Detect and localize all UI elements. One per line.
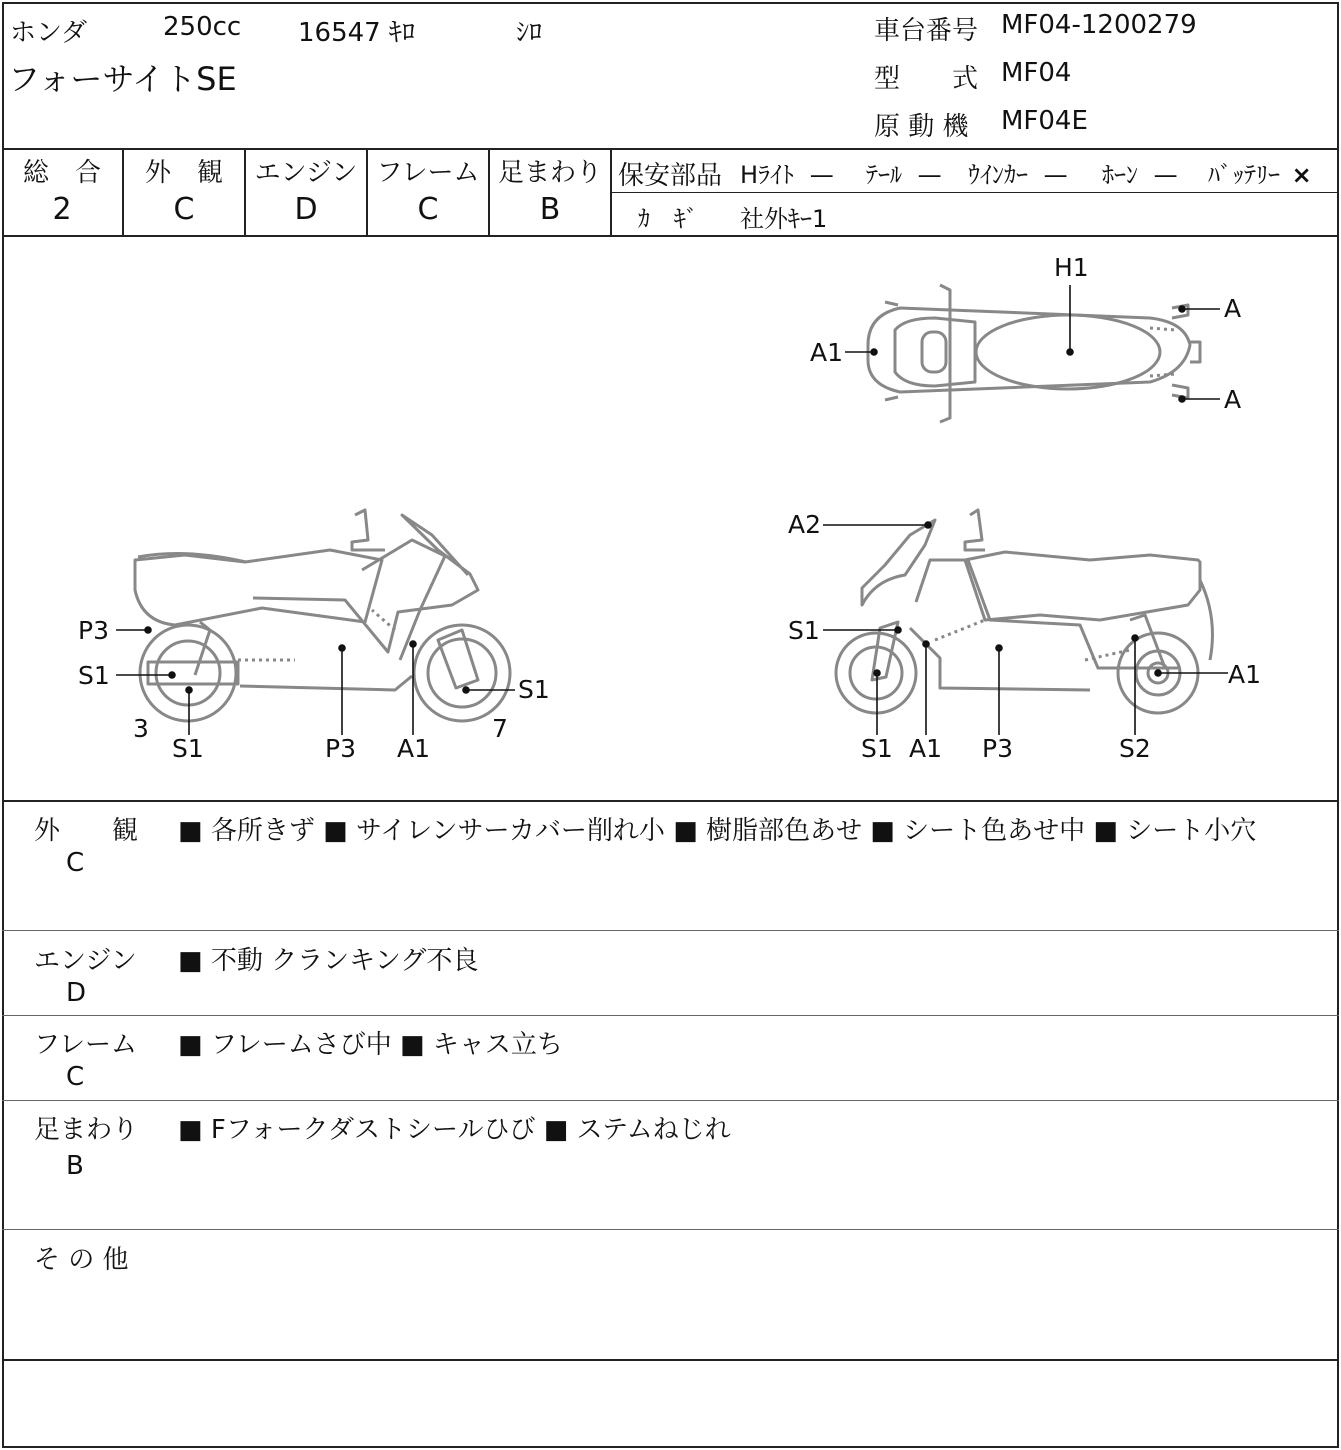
top-view-scooter xyxy=(868,285,1200,422)
key-value: 社外ｷｰ1 xyxy=(740,205,828,233)
label-right-p3-bottom: P3 xyxy=(982,734,1013,763)
label-right-a2: A2 xyxy=(788,510,822,539)
row-divider-2 xyxy=(2,1015,1339,1016)
row-divider-4 xyxy=(2,1229,1339,1230)
label-top-a1: A1 xyxy=(810,338,844,367)
label-top-a-lower: A xyxy=(1224,385,1242,414)
safety-winker-name: ｳｲﾝｶｰ xyxy=(968,161,1028,189)
grade-label-overall: 総 合 xyxy=(22,158,101,188)
detail-suspension-category: 足まわり xyxy=(34,1115,139,1145)
label-left-s1-left: S1 xyxy=(78,661,110,690)
safety-headlight-name: Hﾗｲﾄ xyxy=(740,161,795,189)
type-value: MF04 xyxy=(1001,58,1072,88)
safety-tail xyxy=(866,155,942,190)
label-right-s2-bottom: S2 xyxy=(1119,734,1151,763)
body-color: ｼﾛ xyxy=(516,18,543,48)
grades-divider xyxy=(2,235,1339,237)
right-side-scooter xyxy=(836,510,1212,713)
safety-winker xyxy=(968,155,1068,190)
detail-engine-text: ■ 不動 クランキング不良 xyxy=(178,946,479,976)
detail-engine-category: エンジン xyxy=(34,946,137,976)
outer-bottom-border xyxy=(2,1446,1339,1448)
key-label: ｶ ｷﾞ xyxy=(638,205,698,233)
detail-frame-category: フレーム xyxy=(34,1030,137,1060)
row-divider-3 xyxy=(2,1100,1339,1101)
detail-frame-grade: C xyxy=(66,1062,85,1092)
label-left-s1-bottom: S1 xyxy=(172,734,204,763)
safety-horn xyxy=(1102,155,1178,190)
safety-horn-name: ﾎｰﾝ xyxy=(1102,161,1138,189)
label-left-number-7: 7 xyxy=(492,714,508,743)
label-left-a1-bottom: A1 xyxy=(397,734,431,763)
diagram-divider xyxy=(2,800,1339,802)
safety-label: 保安部品 xyxy=(618,161,723,191)
grade-value-engine: D xyxy=(294,192,318,227)
label-left-number-3: 3 xyxy=(133,714,149,743)
label-left-p3-bottom: P3 xyxy=(325,734,356,763)
engine-value: MF04E xyxy=(1001,106,1088,136)
detail-appearance-text: ■ 各所きず ■ サイレンサーカバー削れ小 ■ 樹脂部色あせ ■ シート色あせ中 ■ シート小穴 xyxy=(178,816,1257,846)
label-right-a1-right: A1 xyxy=(1228,660,1262,689)
safety-battery-status: × xyxy=(1291,161,1312,189)
label-top-h1: H1 xyxy=(1054,253,1089,282)
type-label: 型 式 xyxy=(874,64,979,94)
header-divider xyxy=(2,148,1339,150)
grade-value-frame: C xyxy=(417,192,439,227)
safety-headlight xyxy=(740,155,834,190)
outer-right-border xyxy=(1337,2,1339,1448)
safety-tail-status: — xyxy=(917,161,942,189)
maker: ホンダ xyxy=(10,18,87,48)
footer-divider xyxy=(2,1359,1339,1361)
label-left-p3-top: P3 xyxy=(78,616,109,645)
safety-battery xyxy=(1208,155,1312,190)
safety-battery-name: ﾊﾞｯﾃﾘｰ xyxy=(1208,161,1280,189)
label-right-a1-bottom: A1 xyxy=(909,734,943,763)
grade-value-appearance: C xyxy=(173,192,195,227)
grade-label-engine: エンジン xyxy=(254,158,358,188)
row-divider-1 xyxy=(2,930,1339,931)
engine-label: 原 動 機 xyxy=(874,112,969,142)
model-name: フォーサイトSE xyxy=(8,60,237,98)
label-top-a-upper: A xyxy=(1224,294,1242,323)
safety-headlight-status: — xyxy=(809,161,834,189)
detail-other-category: そ の 他 xyxy=(34,1245,129,1275)
detail-suspension-text: ■ Fフォークダストシールひび ■ ステムねじれ xyxy=(178,1115,731,1145)
safety-horn-status: — xyxy=(1153,161,1178,189)
detail-appearance-category: 外 観 xyxy=(34,816,139,846)
label-right-s1-bottom: S1 xyxy=(861,734,893,763)
outer-top-border xyxy=(2,2,1339,4)
detail-engine-grade: D xyxy=(66,978,87,1008)
safety-divider xyxy=(610,192,1339,193)
label-right-s1-left: S1 xyxy=(788,616,820,645)
grade-value-overall: 2 xyxy=(52,192,72,227)
safety-tail-name: ﾃｰﾙ xyxy=(866,161,902,189)
left-side-scooter xyxy=(135,510,510,721)
grade-label-suspension: 足まわり xyxy=(497,158,602,188)
detail-appearance-grade: C xyxy=(66,848,85,878)
safety-winker-status: — xyxy=(1043,161,1068,189)
label-left-s1-right: S1 xyxy=(518,675,550,704)
grade-value-suspension: B xyxy=(539,192,561,227)
detail-suspension-grade: B xyxy=(66,1151,84,1181)
displacement: 250cc xyxy=(163,12,242,42)
grade-label-appearance: 外 観 xyxy=(144,158,223,188)
mileage: 16547 ｷﾛ xyxy=(298,18,415,48)
leader-lines xyxy=(116,285,1228,735)
frame-no-label: 車台番号 xyxy=(874,16,979,46)
frame-no: MF04-1200279 xyxy=(1001,10,1197,40)
detail-frame-text: ■ フレームさび中 ■ キャス立ち xyxy=(178,1030,563,1060)
grade-label-frame: フレーム xyxy=(376,158,480,188)
